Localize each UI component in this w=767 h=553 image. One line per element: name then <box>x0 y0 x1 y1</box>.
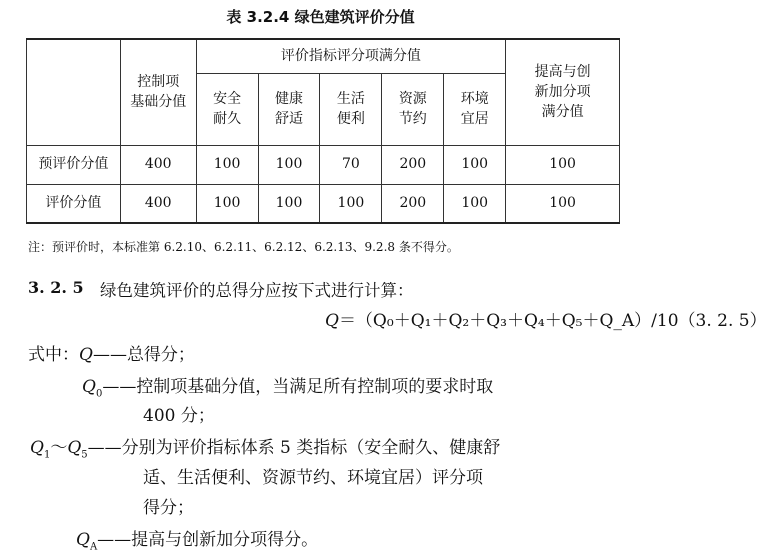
header-indicator-resource: 资源 节约 <box>382 73 444 145</box>
header-indicator-life: 生活 便利 <box>320 73 382 145</box>
definition-qa: $Q_A——$提高与创新加分项得分。 <box>76 530 319 553</box>
corner-cell <box>27 39 121 145</box>
definition-q: 式中：Q——总得分； <box>28 345 195 365</box>
table-cell: 100 <box>196 145 258 184</box>
table-cell: 100 <box>320 184 382 223</box>
header-indicator-safety: 安全 耐久 <box>196 73 258 145</box>
header-indicator-health: 健康 舒适 <box>258 73 320 145</box>
table-cell: 200 <box>382 184 444 223</box>
table-cell: 100 <box>506 145 620 184</box>
header-indicator-group: 评价指标评分项满分值 <box>196 39 506 73</box>
header-bonus: 提高与创 新加分项 满分值 <box>506 39 620 145</box>
table-row <box>27 145 620 184</box>
table-cell: 70 <box>320 145 382 184</box>
table-title: 表 3.2.4 绿色建筑评价分值 <box>226 8 415 26</box>
table-note: 注：预评价时，本标准第 6.2.10、6.2.11、6.2.12、6.2.13、9.2.8 条不得分。 <box>28 240 459 254</box>
definition-q1-q5: $Q_1\sim Q_5——$分别为评价指标体系 5 类指标（安全耐久、健康舒 <box>30 438 501 461</box>
table-cell: 200 <box>382 145 444 184</box>
table-cell: 100 <box>196 184 258 223</box>
table-cell: 100 <box>506 184 620 223</box>
header-control-base: 控制项 基础分值 <box>120 39 196 145</box>
table-cell: 400 <box>120 184 196 223</box>
row-label: 评价分值 <box>27 184 121 223</box>
formula <box>325 306 767 331</box>
table-cell: 100 <box>444 184 506 223</box>
formula-rhs: ＝（Q₀＋Q₁＋Q₂＋Q₃＋Q₄＋Q₅＋Q_A）/10 <box>338 311 679 331</box>
table-cell: 100 <box>258 184 320 223</box>
section-text: 绿色建筑评价的总得分应按下式进行计算： <box>100 281 414 300</box>
formula-lhs: Q <box>325 311 339 331</box>
section-number: 3. 2. 5 <box>28 278 84 297</box>
table-row <box>27 184 620 223</box>
definition-q0: $Q_0——$控制项基础分值，当满足所有控制项的要求时取 <box>82 377 494 400</box>
definition-q1-q5-cont2: 得分； <box>143 498 194 518</box>
row-label: 预评价分值 <box>27 145 121 184</box>
score-table <box>26 38 620 224</box>
definition-q1-q5-cont: 适、生活便利、资源节约、环境宜居）评分项 <box>143 468 483 488</box>
table-cell: 100 <box>258 145 320 184</box>
definition-q0-cont: 400 分； <box>143 406 215 426</box>
table-cell: 400 <box>120 145 196 184</box>
formula-label: （3. 2. 5） <box>678 311 767 331</box>
header-indicator-environment: 环境 宜居 <box>444 73 506 145</box>
table-cell: 100 <box>444 145 506 184</box>
